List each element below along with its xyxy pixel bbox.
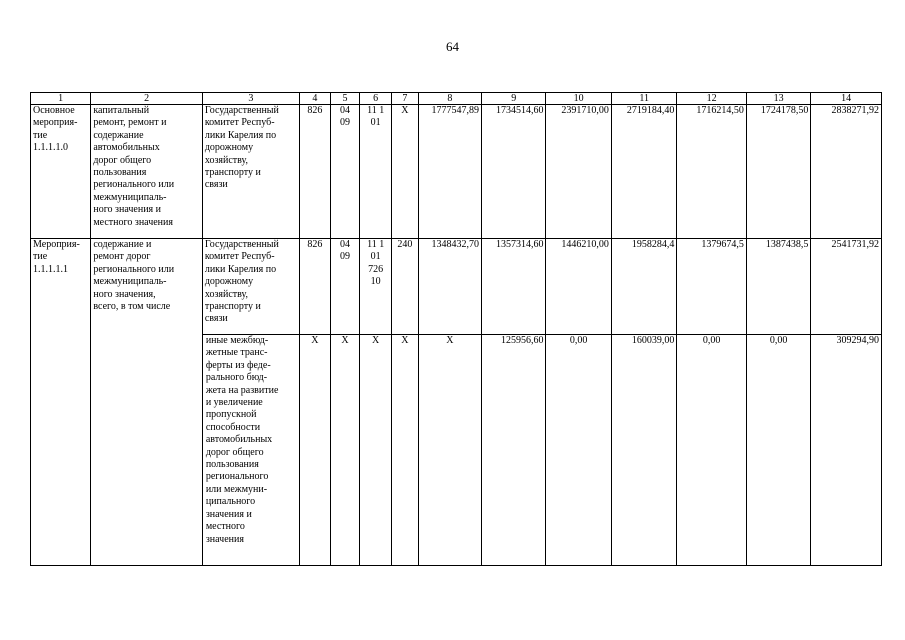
section-cell: 04 09 [330, 105, 360, 239]
column-header: 7 [392, 93, 419, 105]
item-name-cell: содержание и ремонт дорог регионального или межмуниципаль- ного значения, всего, в том числе [91, 239, 202, 566]
amount-cell: 0,00 [677, 335, 747, 566]
amount-cell: 1734514,60 [482, 105, 546, 239]
amount-cell: 2391710,00 [546, 105, 611, 239]
column-header: 2 [91, 93, 202, 105]
expense-type-cell: X [392, 335, 419, 566]
amount-cell: 1357314,60 [482, 239, 546, 335]
item-name-cell: капитальный ремонт, ремонт и содержание автомобильных дорог общего пользования регионального или межмуниципаль- ного значения и местного значения [91, 105, 202, 239]
expense-type-cell: X [392, 105, 419, 239]
column-header: 14 [811, 93, 882, 105]
amount-cell: 1958284,4 [611, 239, 676, 335]
column-header: 9 [482, 93, 546, 105]
amount-cell: 125956,60 [482, 335, 546, 566]
grbs-cell: 826 [299, 105, 330, 239]
column-header: 5 [330, 93, 360, 105]
column-header: 6 [360, 93, 392, 105]
amount-cell: 309294,90 [811, 335, 882, 566]
target-article-cell: 11 1 01 [360, 105, 392, 239]
amount-cell: 1446210,00 [546, 239, 611, 335]
subitem-description-cell: иные межбюд- жетные транс- ферты из феде- рального бюд- жета на развитие и увеличение пропускной способности автомобильных дорог общего пользования регионального или межмуни- ципального значения и местного значения [202, 335, 299, 566]
column-header: 3 [202, 93, 299, 105]
amount-cell: 1379674,5 [677, 239, 747, 335]
item-code-cell: Мероприя- тие 1.1.1.1.1 [31, 239, 91, 566]
amount-cell: 1387438,5 [746, 239, 810, 335]
table-row [31, 239, 882, 335]
amount-cell: X [418, 335, 481, 566]
amount-cell: 160039,00 [611, 335, 676, 566]
amount-cell: 0,00 [546, 335, 611, 566]
amount-cell: 0,00 [746, 335, 810, 566]
amount-cell: 2541731,92 [811, 239, 882, 335]
column-header: 13 [746, 93, 810, 105]
budget-table [30, 92, 882, 566]
item-code-cell: Основное мероприя- тие 1.1.1.1.0 [31, 105, 91, 239]
amount-cell: 2838271,92 [811, 105, 882, 239]
column-header: 1 [31, 93, 91, 105]
table-header-row [31, 93, 882, 105]
target-article-cell: X [360, 335, 392, 566]
section-cell: 04 09 [330, 239, 360, 335]
target-article-cell: 11 1 01 726 10 [360, 239, 392, 335]
amount-cell: 2719184,40 [611, 105, 676, 239]
column-header: 10 [546, 93, 611, 105]
table-row [31, 105, 882, 239]
expense-type-cell: 240 [392, 239, 419, 335]
column-header: 8 [418, 93, 481, 105]
section-cell: X [330, 335, 360, 566]
page-number: 64 [446, 39, 459, 54]
column-header: 4 [299, 93, 330, 105]
amount-cell: 1724178,50 [746, 105, 810, 239]
amount-cell: 1348432,70 [418, 239, 481, 335]
column-header: 12 [677, 93, 747, 105]
responsible-cell: Государственный комитет Респуб- лики Карелия по дорожному хозяйству, транспорту и связи [202, 239, 299, 335]
amount-cell: 1777547,89 [418, 105, 481, 239]
responsible-cell: Государственный комитет Респуб- лики Карелия по дорожному хозяйству, транспорту и связи [202, 105, 299, 239]
grbs-cell: 826 [299, 239, 330, 335]
grbs-cell: X [299, 335, 330, 566]
amount-cell: 1716214,50 [677, 105, 747, 239]
column-header: 11 [611, 93, 676, 105]
